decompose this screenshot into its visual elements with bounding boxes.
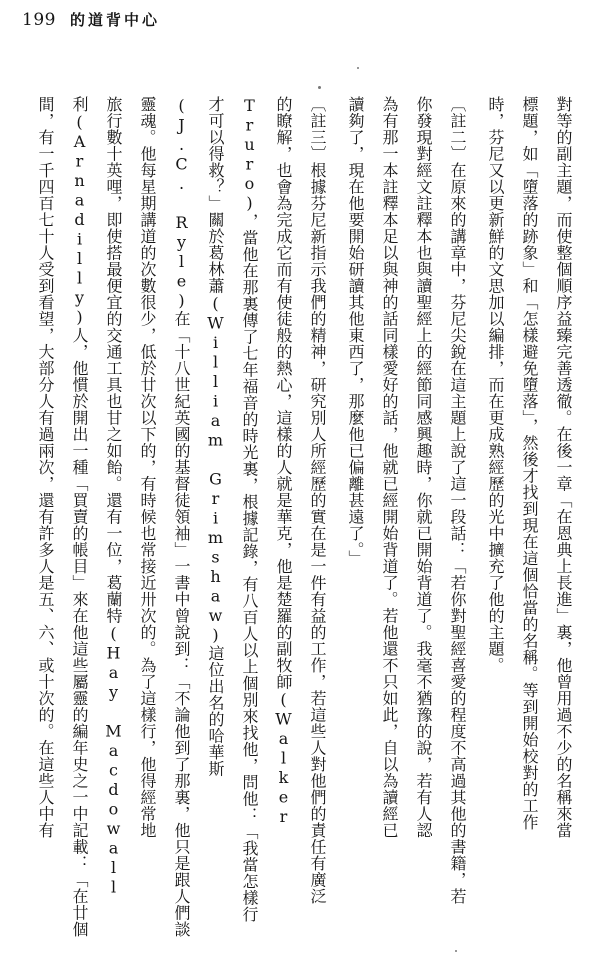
text-column: 標題，如「墮落的跡象」和「怎樣避免墮落」，然後才找到現在這個恰當的名稱。等到開始校對的工作 [520, 96, 539, 831]
note-3-column: 的瞭解，也會為完成它而有使徒般的熱心，這樣的人就是華克，他是楚羅的副牧師(Walker [274, 96, 293, 827]
vertical-body-text [26, 96, 578, 948]
note-2-column: 〔註二〕在原來的講章中，芬尼尖銳在這主題上說了這一段話：「若你對聖經喜愛的程度不高過其他的書籍，若 [448, 96, 467, 905]
text-column: 對等的副主題，而使整個順序益臻完善透徹。在後一章「在恩典上長進」裏，他曾用過不少的名稱來當 [554, 96, 573, 839]
note-2-column: 你發現對經文註釋本也與讀聖經上的經節同感興趣時，你就已開始背道了。我毫不猶豫的說，若有人認 [414, 96, 433, 839]
note-3-column: (J.C. Ryle)在「十八世紀英國的基督徒領袖」一書中曾說到：「不論他到了那裏，他只是跟人們談 [172, 96, 191, 938]
note-3-column: 旅行數十英哩，即使搭最便宜的交通工具也甘之如飴。還有一位，葛蘭特(Hay Macdowall [104, 96, 123, 897]
note-3-column: Truro)，當他在那裏傳了七年福音的時光裏，根據記錄，有八百人以上個別來找他，問他：「我當怎樣行 [240, 96, 259, 923]
note-2-column: 為有那一本註釋本足以與神的話同樣愛好的話，他就已經開始背道了。若他還不只如此，自以為讀經已 [380, 96, 399, 839]
note-2-column: 讀夠了，現在他要開始研讀其他東西了，那麼他已偏離甚遠了。」 [346, 96, 365, 567]
page-number: 199 [22, 10, 56, 30]
page-header [22, 9, 160, 33]
note-3-column: 靈魂。他每星期講道的次數很少，低於廿次以下的，有時候也常接近卅次的。為了這樣行，他得經常地 [138, 96, 157, 839]
running-title: 的道背中心 [69, 11, 160, 29]
scan-speck [455, 950, 457, 952]
scan-speck [318, 86, 321, 89]
text-column: 時，芬尼又以更新鮮的文思加以編排，而在更成熟經歷的光中擴充了他的主題。 [486, 96, 505, 674]
note-3-column: 才可以得救？」關於葛林蕭(William Grimshaw)這位出名的哈華斯 [206, 96, 225, 777]
note-3-column: 間，有一千四百七十人受到看望，大部分人有過兩次，還有許多人是五、六、或十次的。在這些人中有 [36, 96, 55, 839]
note-3-column: 〔註三〕根據芬尼新指示我們的精神，研究別人所經歷的實在是一件有益的工作，若這些人對他們的責任有廣泛 [308, 96, 327, 905]
scan-speck [357, 67, 359, 69]
note-3-column: 利(Arnadilly)人，他慣於開出一種「買賣的帳目」來在他這些屬靈的編年史之一中記載：「在廿個 [70, 96, 89, 938]
